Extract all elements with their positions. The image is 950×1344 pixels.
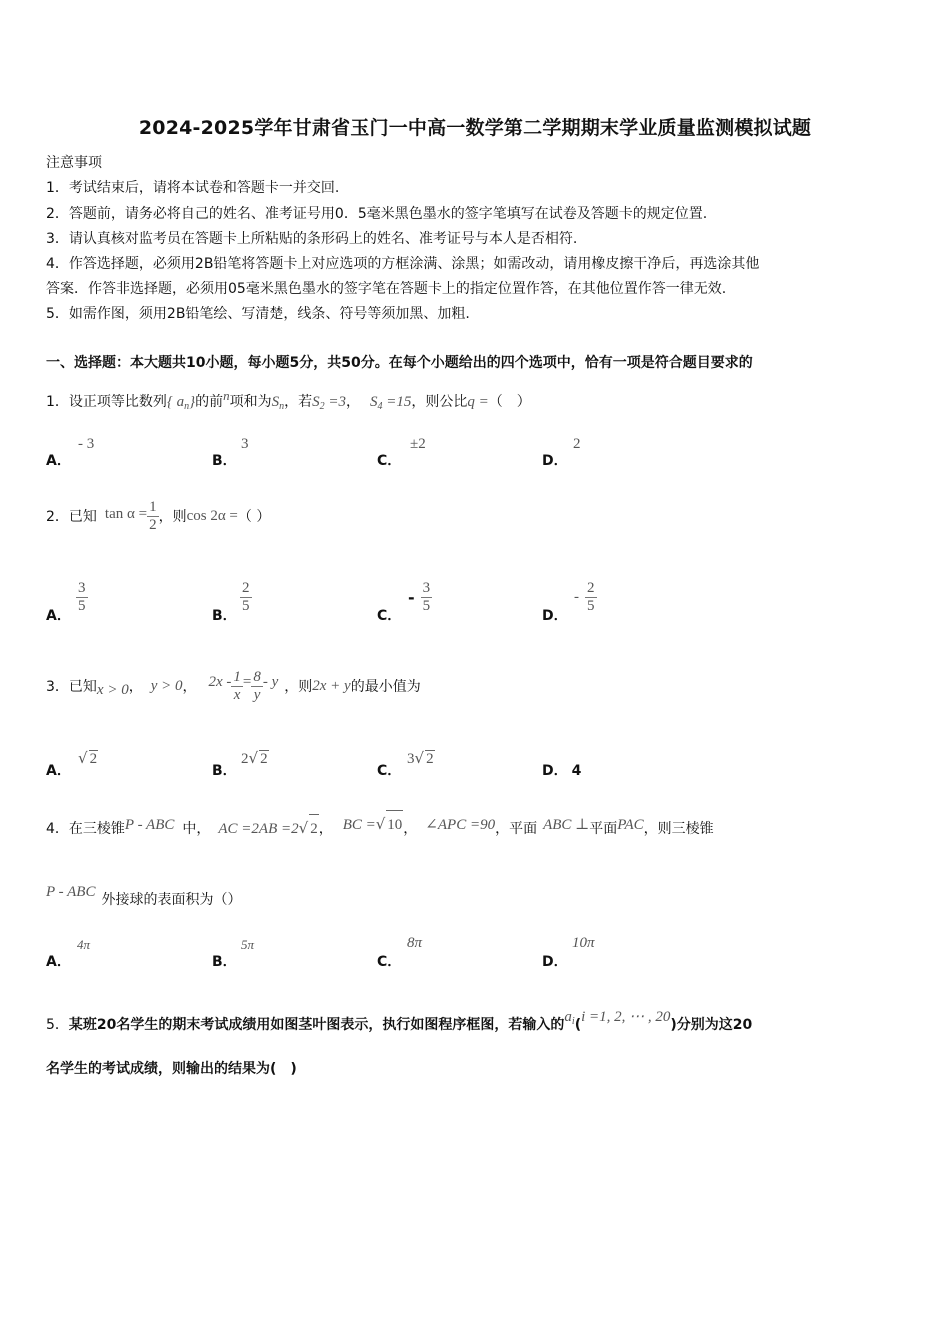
option-d-value: 2 [573, 436, 581, 452]
math-tetrahedron: P - ABC [46, 884, 96, 900]
option-a[interactable]: A． [46, 954, 71, 970]
question-5: 5．某班20名学生的期末考试成绩用如图茎叶图表示，执行如图程序框图，若输入的$a_i(i =1$, 2, ⋯ , 20)分别为这20 [46, 1009, 753, 1033]
question-number: 3． [46, 679, 69, 695]
question-4-cont: P - ABC 外接球的表面积为（） [46, 884, 242, 908]
option-c[interactable]: C． [377, 453, 402, 469]
notice-heading: 注意事项 [46, 155, 102, 171]
option-c-value: 8π [407, 935, 423, 951]
question-number: 1． [46, 394, 69, 410]
question-number: 2． [46, 509, 69, 525]
math-bc: BC =√ 10 [343, 817, 404, 833]
option-d[interactable]: D． 4 [542, 763, 582, 779]
question-2: 2． 已知 tan α = $\frac{1}{2}$ ，则 cos 2α = （ ） [46, 498, 271, 533]
option-b-value: 5π [241, 937, 255, 952]
option-a-value: √ 2 [78, 749, 98, 767]
option-a[interactable]: A． [46, 608, 71, 624]
question-number: 5． [46, 1017, 69, 1033]
option-b-value: 3 [241, 436, 249, 452]
option-b[interactable]: B． [212, 954, 237, 970]
option-a-value: 4π [77, 937, 91, 952]
option-d[interactable]: D． [542, 608, 568, 624]
option-c[interactable]: C． [377, 954, 402, 970]
exam-title: 2024-2025学年甘肃省玉门一中高一数学第二学期期末学业质量监测模拟试题 [138, 117, 812, 139]
option-a[interactable]: A． [46, 453, 71, 469]
section-heading: 一、选择题：本大题共10小题，每小题5分，共50分。在每个小题给出的四个选项中，恰有一项是符合题目要求的 [46, 355, 753, 371]
option-a-value: - 3 [78, 436, 95, 452]
option-b[interactable]: B． [212, 763, 237, 779]
math-plane-pac: PAC [617, 817, 644, 833]
option-a[interactable]: A． [46, 763, 71, 779]
option-b-value: $\frac{2}{5}$ [242, 580, 250, 614]
math-y-positive: y > 0 [150, 677, 183, 694]
option-a-value: $\frac{3}{5}$ [78, 580, 86, 614]
option-b[interactable]: B． [212, 608, 237, 624]
option-d-value: - $\frac{2}{5}$ [574, 580, 595, 614]
option-c-value: - $\frac{3}{5}$ [408, 580, 431, 614]
notice-item: 5．如需作图，须用2B铅笔绘、写清楚，线条、符号等须加黑、加粗. [46, 306, 470, 322]
notice-item: 3．请认真核对监考员在答题卡上所粘贴的条形码上的姓名、准考证号与本人是否相符. [46, 231, 578, 247]
math-fraction: $\frac{8}{y}$ [253, 668, 261, 703]
question-3: 3． 已知 x > 0 ， y > 0 ， 2x - $\frac{1}{x}$ = $\frac{8}{y}$ - y ，则 2x + y 的最小值为 [46, 668, 421, 703]
notice-item: 答案．作答非选择题，必须用05毫米黑色墨水的签字笔在答题卡上的指定位置作答，在其他位置作答一律无效. [46, 281, 727, 297]
option-c-value: ±2 [410, 436, 426, 452]
question-4: 4．在三棱锥P - ABC 中， AC =2AB =2√ 2， BC =√ 10， ∠APC =90，平面 ABC ⊥平面PAC，则三棱锥 [46, 810, 714, 843]
math-sequence: { $a_n$} [166, 394, 196, 412]
notice-item: 2．答题前，请务必将自己的姓名、准考证号用0．5毫米黑色墨水的签字笔填写在试卷及答题卡的规定位置. [46, 206, 708, 222]
math-equation: 2x - [208, 674, 232, 690]
question-5-cont: 名学生的考试成绩，则输出的结果为( ) [46, 1061, 297, 1077]
math-fraction: $\frac{1}{2}$ [149, 498, 157, 533]
question-1: 1．设正项等比数列{ $a_n$}的前n项和为$S_n$，若$S_2 =3$， $S_4 =15$，则公比q =（ ） [46, 388, 531, 412]
option-d[interactable]: D． [542, 954, 568, 970]
math-ai: $a_i$ [564, 1009, 575, 1027]
math-angle: ∠APC =90 [425, 817, 496, 833]
option-d-value: 10π [572, 935, 595, 951]
option-d[interactable]: D． [542, 453, 568, 469]
option-b[interactable]: B． [212, 453, 237, 469]
math-tan: tan α = [104, 506, 148, 522]
math-s4: $S_4 =15$ [370, 394, 412, 412]
notice-item: 4．作答选择题，必须用2B铅笔将答题卡上对应选项的方框涂满、涂黑；如需改动，请用橡皮擦干净后，再选涂其他 [46, 256, 760, 272]
math-n: n [223, 388, 230, 403]
math-fraction: $\frac{1}{x}$ [233, 668, 241, 703]
math-q: q = [467, 394, 489, 410]
notice-item: 1．考试结束后，请将本试卷和答题卡一并交回. [46, 180, 340, 196]
math-plane-abc: ABC ⊥ [543, 817, 590, 833]
math-target: 2x + y [312, 677, 351, 694]
option-b-value: 2√ 2 [241, 749, 268, 767]
math-x-positive: x > 0 [96, 681, 129, 698]
option-c[interactable]: C． [377, 763, 402, 779]
math-sn: $S_n$ [271, 394, 285, 412]
math-s2: $S_2 =3$ [312, 394, 347, 412]
math-ac: AC =2AB =2√ 2 [218, 821, 318, 837]
option-c[interactable]: C． [377, 608, 402, 624]
question-number: 4． [46, 821, 69, 837]
option-c-value: 3√ 2 [407, 749, 434, 767]
math-cos: cos 2α = [186, 507, 238, 524]
math-tetrahedron: P - ABC [124, 817, 175, 833]
math-index-range: i =1, 2, ⋯ , 20 [581, 1009, 671, 1025]
